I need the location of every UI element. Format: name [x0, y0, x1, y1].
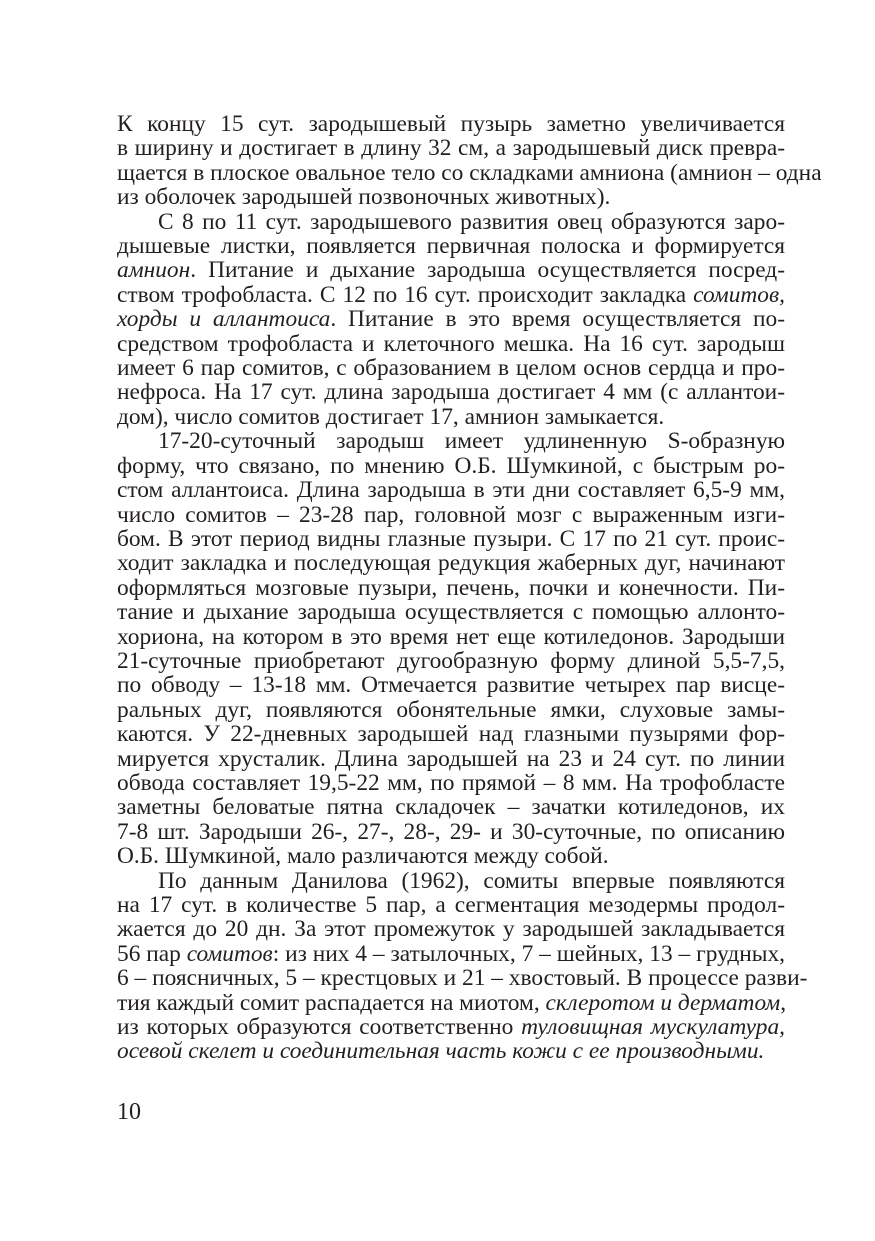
document-body [117, 111, 822, 1065]
text-segment: ством трофобласта. С 12 по 16 сут. происходит закладка [117, 281, 694, 308]
text-line [117, 673, 785, 697]
text-segment: О.Б. Шумкиной, мало различаются между собой. [117, 843, 609, 870]
text-line [117, 625, 785, 649]
text-line [117, 258, 785, 282]
text-segment: . Питание и дыхание зародыша осуществляется посред- [190, 257, 785, 284]
text-segment: из оболочек зародышей позвоночных животных). [117, 184, 611, 211]
text-line [117, 965, 808, 992]
text-segment: имеет 6 пар сомитов, с образованием в целом основ сердца и про- [117, 355, 785, 382]
text-segment: : из них 4 – затылочных, 7 – шейных, 13 – грудных, [272, 940, 785, 967]
text-line [117, 234, 785, 258]
italic-term: осевой скелет и соединительная часть кожи с ее производными. [117, 1038, 765, 1065]
text-line [117, 112, 785, 136]
text-segment: стом аллантоиса. Длина зародыша в эти дни составляет 6,5-9 мм, [117, 477, 785, 504]
text-line [117, 771, 785, 795]
text-line [117, 136, 785, 160]
text-segment: 17-20-суточный зародыш имеет удлиненную S-образную [158, 428, 785, 455]
text-segment: по обводу – 13-18 мм. Отмечается развитие четырех пар висце- [117, 672, 785, 699]
text-segment: . Питание в это время осуществляется по- [330, 306, 785, 333]
italic-term: сомитов, [693, 281, 785, 308]
text-segment: К концу 15 сут. зародышевый пузырь заметно увеличивается [117, 111, 785, 137]
italic-term: сомитов [186, 940, 273, 967]
text-line [117, 844, 785, 868]
text-segment: в ширину и достигает в длину 32 см, а зародышевый диск превра- [117, 135, 785, 162]
text-segment: По данным Данилова (1962), сомиты впервые появляются [158, 867, 785, 894]
paragraph [117, 111, 822, 211]
text-segment: бом. В этот период видны глазные пузыри. С 17 по 21 сут. проис- [117, 525, 785, 552]
text-line [117, 1015, 785, 1039]
text-line [117, 356, 785, 380]
text-line [117, 820, 785, 844]
text-segment: заметны беловатые пятна складочек – зачатки котиледонов, их [117, 794, 785, 821]
text-segment: мируется хрусталик. Длина зародышей на 23 и 24 сут. по линии [117, 745, 785, 772]
text-line [117, 1039, 785, 1063]
text-segment: число сомитов – 23-28 пар, головной мозг с выраженным изги- [117, 501, 785, 528]
page-number: 10 [117, 1099, 141, 1125]
text-line [117, 429, 785, 453]
text-line [117, 600, 785, 624]
text-segment: ходит закладка и последующая редукция жаберных дуг, начинают [117, 550, 785, 577]
text-segment: нефроса. На 17 сут. длина зародыша достигает 4 мм (с аллантои- [117, 379, 785, 406]
text-segment: , [780, 989, 787, 1016]
text-line [117, 576, 785, 600]
text-segment: хориона, на котором в это время нет еще котиледонов. Зародыши [117, 623, 785, 650]
text-line [117, 795, 785, 819]
text-line [117, 503, 785, 527]
text-segment: дом), число сомитов достигает 17, амнион замыкается. [117, 403, 665, 430]
text-segment: жается до 20 дн. За этот промежуток у зародышей закладывается [117, 916, 785, 943]
text-line [117, 649, 785, 673]
text-segment: тия каждый сомит распадается на миотом, [117, 989, 546, 1016]
text-line [117, 917, 785, 941]
text-line [117, 210, 785, 234]
text-line [117, 185, 785, 209]
text-line [117, 332, 785, 356]
text-segment: тание и дыхание зародыша осуществляется с помощью аллонто- [117, 599, 785, 626]
paragraph [117, 429, 785, 868]
text-line [117, 991, 785, 1015]
text-line [117, 405, 785, 429]
text-segment: дышевые листки, появляется первичная полоска и формируется [117, 233, 785, 260]
italic-term: хорды и аллантоиса [117, 306, 331, 333]
text-line [117, 380, 785, 404]
text-segment: 21-суточные приобретают дугообразную форму длиной 5,5-7,5, [117, 647, 785, 674]
text-segment: 7-8 шт. Зародыши 26-, 27-, 28-, 29- и 30-суточные, по описанию [117, 818, 785, 845]
text-segment: на 17 сут. в количестве 5 пар, а сегментация мезодермы продол- [117, 892, 785, 918]
text-line [117, 159, 822, 186]
text-line [117, 527, 785, 551]
text-segment: обвода составляет 19,5-22 мм, по прямой – 8 мм. На трофобласте [117, 769, 785, 796]
text-line [117, 454, 785, 478]
text-segment: форму, что связано, по мнению О.Б. Шумкиной, с быстрым ро- [117, 452, 785, 479]
text-line [117, 942, 785, 966]
text-segment: каются. У 22-дневных зародышей над глазными пузырями фор- [117, 721, 785, 748]
italic-term: туловищная мускулатура, [521, 1014, 785, 1041]
italic-term: амнион [117, 257, 191, 284]
text-segment: 6 – поясничных, 5 – крестцовых и 21 – хвостовый. В процессе разви- [117, 965, 808, 992]
text-line [117, 551, 785, 575]
text-segment: щается в плоское овальное тело со складками амниона (амнион – одна [117, 159, 822, 186]
text-line [117, 869, 785, 893]
text-line [117, 283, 785, 307]
text-line [117, 747, 785, 771]
text-segment: оформляться мозговые пузыри, печень, почки и конечности. Пи- [117, 574, 785, 601]
italic-term: склеротом и дерматом [545, 989, 781, 1016]
text-line [117, 722, 785, 746]
paragraph [117, 867, 808, 1065]
paragraph [117, 210, 785, 430]
text-line [117, 478, 785, 502]
text-line [117, 893, 785, 917]
text-segment: С 8 по 11 сут. зародышевого развития овец образуются заро- [158, 208, 785, 235]
text-segment: из которых образуются соответственно [117, 1014, 522, 1041]
text-segment: средством трофобласта и клеточного мешка. На 16 сут. зародыш [117, 330, 785, 357]
text-line [117, 698, 785, 722]
text-segment: ральных дуг, появляются обонятельные ямки, слуховые замы- [117, 696, 785, 723]
text-line [117, 307, 785, 331]
text-segment: 56 пар [117, 940, 187, 967]
